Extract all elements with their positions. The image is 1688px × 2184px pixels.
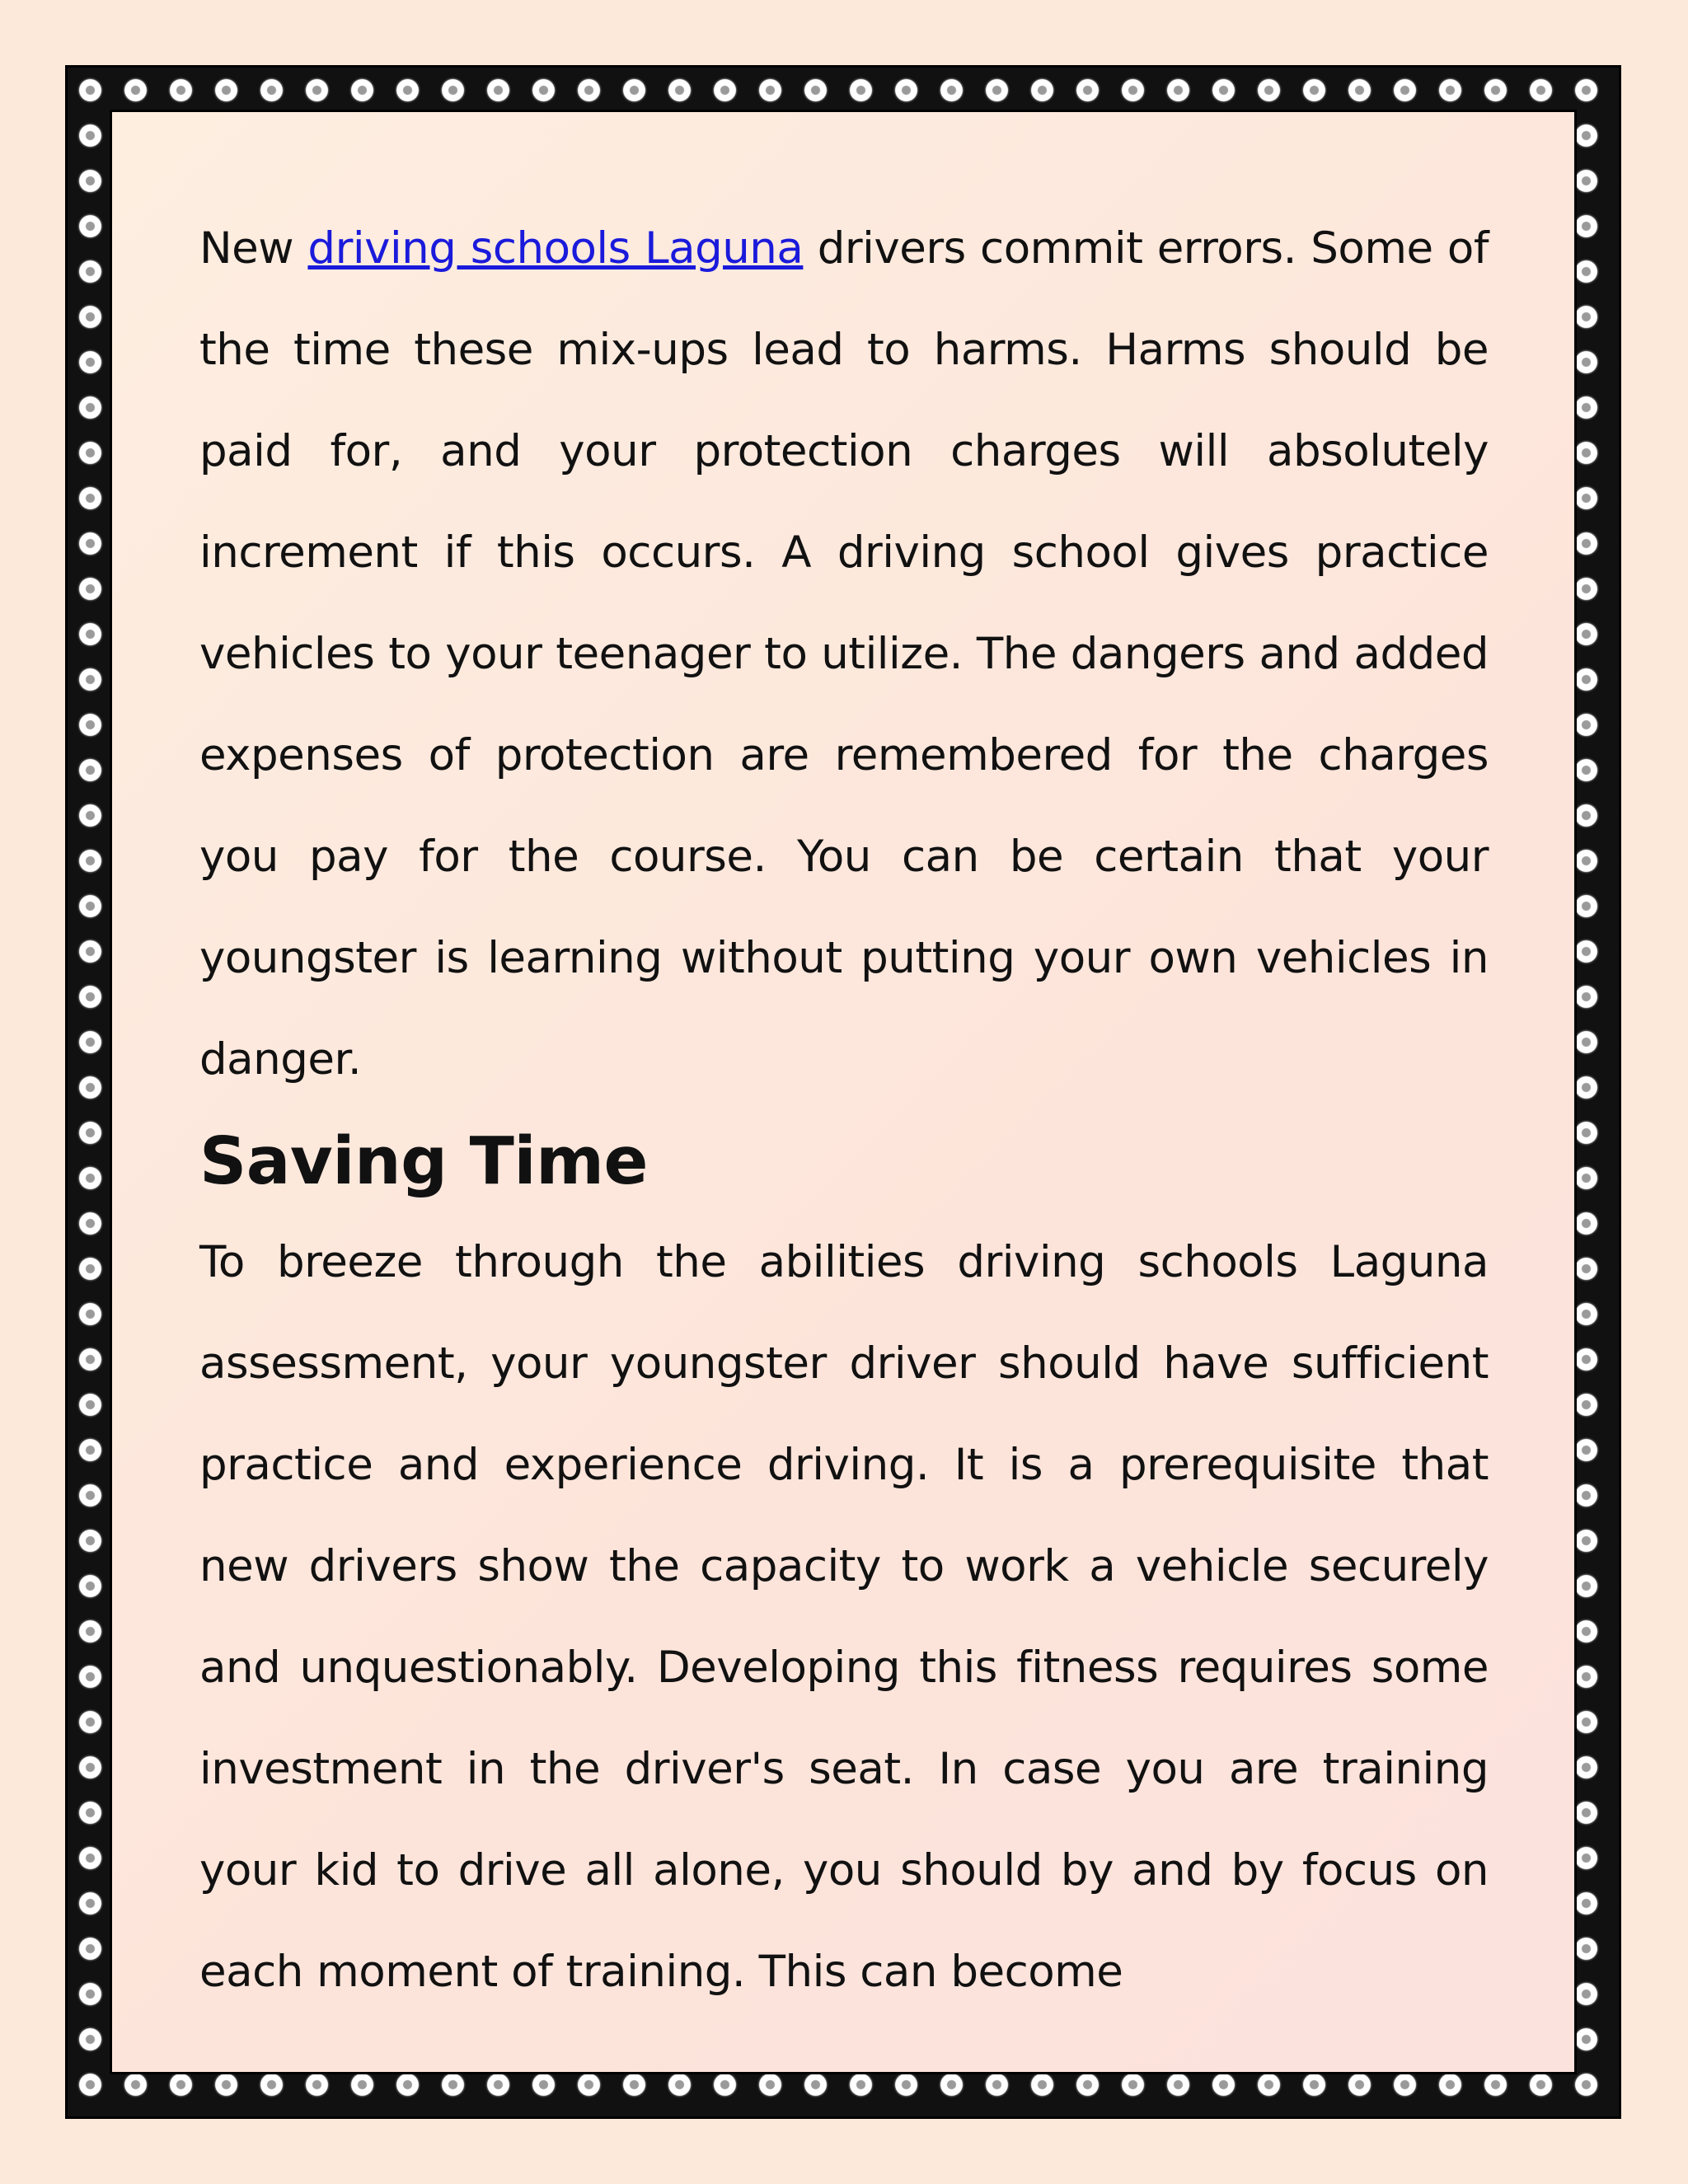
document-content (199, 198, 1489, 2022)
section-heading-saving-time: Saving Time (199, 1122, 648, 1199)
paragraph-saving-time: To breeze through the abilities driving schools Laguna assessment, your youngster driver should have sufficient practice and experience driving. It is a prerequisite that new drivers show the capacity to work a vehicle securely and unquestionably. Developing this fitness requires some investment in the driver's seat. In case you are training your kid to drive all alone, you should by and by focus on each moment of training. This can become (199, 1237, 1489, 1997)
paragraph-intro (199, 198, 1489, 1110)
paragraph-intro-start: New (199, 223, 308, 274)
paragraph-intro-rest: drivers commit errors. Some of the time these mix-ups lead to harms. Harms should be paid for, and your protection charges will absolutely increment if this occurs. A driving school gives practice vehicles to your teenager to utilize. The dangers and added expenses of protection are remembered for the charges you pay for the course. You can be certain that your youngster is learning without putting your own vehicles in danger. (199, 223, 1489, 1085)
driving-schools-laguna-link[interactable]: driving schools Laguna (307, 223, 804, 274)
